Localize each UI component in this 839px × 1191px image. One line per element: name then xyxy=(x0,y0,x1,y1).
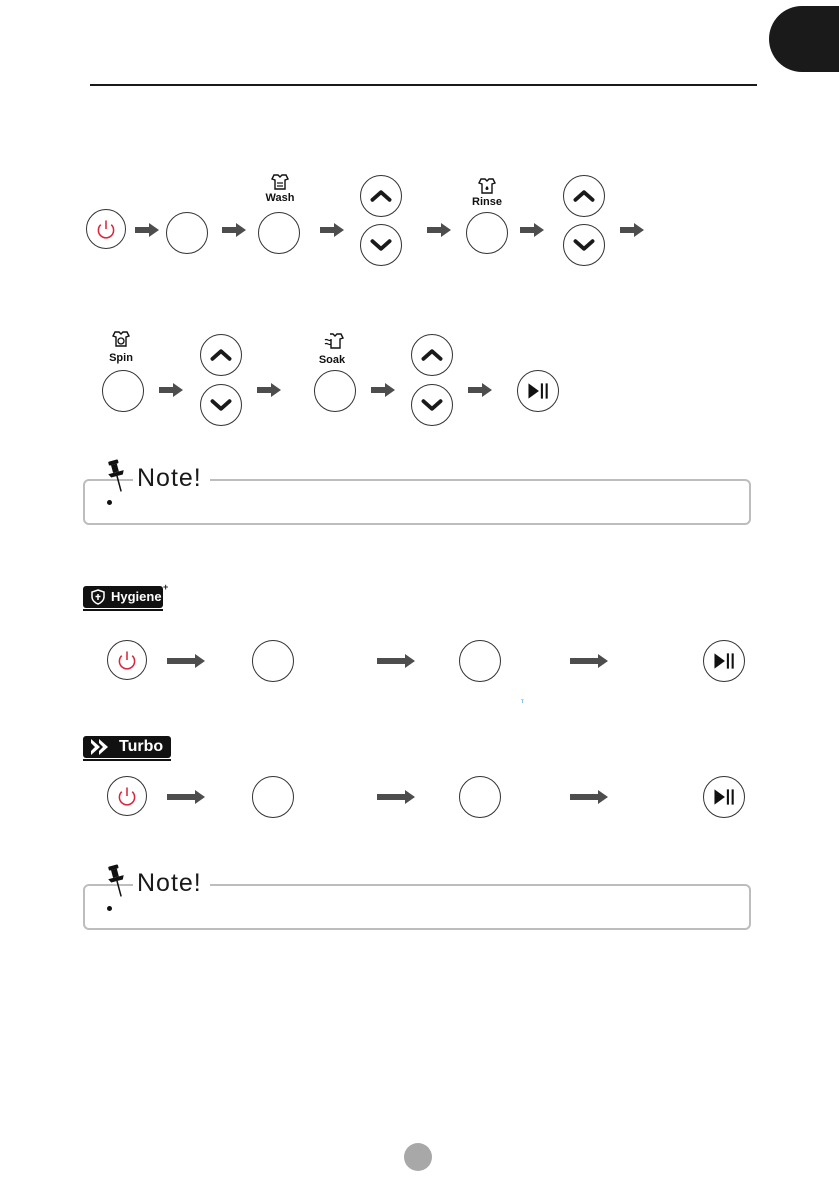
start-pause-button[interactable] xyxy=(703,640,745,682)
spin-button[interactable] xyxy=(102,370,144,412)
power-button[interactable] xyxy=(86,209,126,249)
fast-forward-icon xyxy=(89,738,113,756)
hygiene-superscript: + xyxy=(163,582,169,592)
step-arrow xyxy=(167,790,205,804)
small-mark: т xyxy=(521,699,524,705)
hygiene-badge xyxy=(83,586,163,608)
chevron-down-icon xyxy=(201,385,241,425)
program-button[interactable] xyxy=(252,640,294,682)
step-arrow xyxy=(320,223,344,237)
program-button[interactable] xyxy=(459,776,501,818)
note-title: Note! xyxy=(133,463,210,493)
step-arrow xyxy=(377,790,415,804)
chevron-down-icon xyxy=(564,225,604,265)
down-button[interactable] xyxy=(411,384,453,426)
spin-label: Spin xyxy=(109,352,133,364)
page-tab xyxy=(769,6,839,72)
step-arrow xyxy=(167,654,205,668)
start-pause-button[interactable] xyxy=(517,370,559,412)
up-button[interactable] xyxy=(360,175,402,217)
soak-label: Soak xyxy=(318,354,346,366)
note-bullet xyxy=(107,500,112,505)
step-arrow xyxy=(135,223,159,237)
step-arrow xyxy=(468,383,492,397)
step-arrow xyxy=(222,223,246,237)
step-arrow xyxy=(257,383,281,397)
rinse-button[interactable] xyxy=(466,212,508,254)
step-arrow xyxy=(570,654,608,668)
down-button[interactable] xyxy=(563,224,605,266)
power-button[interactable] xyxy=(107,640,147,680)
step-arrow xyxy=(377,654,415,668)
program-button[interactable] xyxy=(252,776,294,818)
turbo-underline xyxy=(83,759,171,761)
soak-button[interactable] xyxy=(314,370,356,412)
chevron-up-icon xyxy=(361,176,401,216)
play-pause-icon xyxy=(704,777,744,817)
header-rule xyxy=(90,84,757,86)
program-button[interactable] xyxy=(166,212,208,254)
spin-icon xyxy=(110,330,132,348)
note-bullet xyxy=(107,906,112,911)
step-arrow xyxy=(371,383,395,397)
up-button[interactable] xyxy=(563,175,605,217)
wash-button[interactable] xyxy=(258,212,300,254)
chevron-up-icon xyxy=(412,335,452,375)
wash-label: Wash xyxy=(265,192,295,204)
step-arrow xyxy=(570,790,608,804)
up-button[interactable] xyxy=(200,334,242,376)
power-icon xyxy=(87,210,125,248)
step-arrow xyxy=(427,223,451,237)
note-title: Note! xyxy=(133,868,210,898)
start-pause-button[interactable] xyxy=(703,776,745,818)
hygiene-label: Hygiene xyxy=(111,589,162,604)
step-arrow xyxy=(620,223,644,237)
shield-cross-icon xyxy=(90,589,106,605)
down-button[interactable] xyxy=(360,224,402,266)
soak-icon xyxy=(323,332,345,350)
rinse-icon xyxy=(476,177,498,195)
power-icon xyxy=(108,641,146,679)
program-button[interactable] xyxy=(459,640,501,682)
pushpin-icon xyxy=(105,863,129,899)
rinse-label: Rinse xyxy=(472,196,502,208)
down-button[interactable] xyxy=(200,384,242,426)
pushpin-icon xyxy=(105,458,129,494)
hygiene-underline xyxy=(83,609,163,611)
chevron-down-icon xyxy=(361,225,401,265)
power-icon xyxy=(108,777,146,815)
up-button[interactable] xyxy=(411,334,453,376)
play-pause-icon xyxy=(518,371,558,411)
turbo-badge xyxy=(83,736,171,758)
chevron-up-icon xyxy=(201,335,241,375)
power-button[interactable] xyxy=(107,776,147,816)
wash-icon xyxy=(269,173,291,191)
play-pause-icon xyxy=(704,641,744,681)
chevron-down-icon xyxy=(412,385,452,425)
step-arrow xyxy=(159,383,183,397)
turbo-label: Turbo xyxy=(119,738,164,755)
page-number-dot xyxy=(404,1143,432,1171)
chevron-up-icon xyxy=(564,176,604,216)
step-arrow xyxy=(520,223,544,237)
